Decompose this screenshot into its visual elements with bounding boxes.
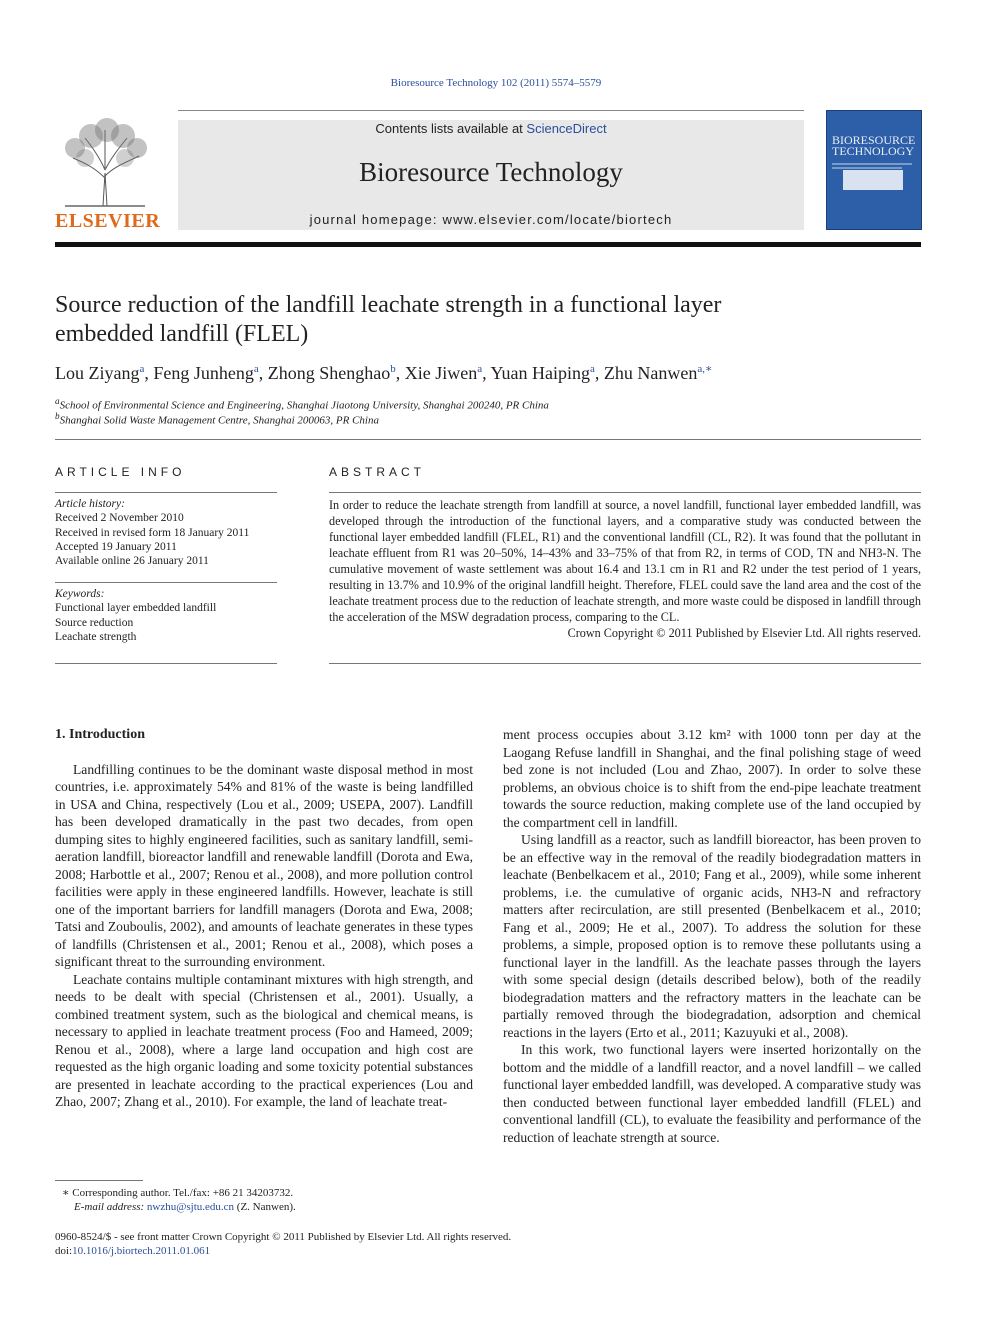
author: Yuan Haiping [490, 363, 590, 383]
author-affiliation-mark[interactable]: a [253, 363, 259, 375]
author-affiliation-mark[interactable]: a [589, 363, 595, 375]
footnote-corresponding: ∗ Corresponding author. Tel./fax: +86 21 34203732. [62, 1187, 294, 1199]
history-item: Received in revised form 18 January 2011 [55, 526, 250, 539]
doi-link[interactable]: 10.1016/j.biortech.2011.01.061 [72, 1245, 211, 1257]
abstract-body: In order to reduce the leachate strength from landfill at source, a novel landfill, functional layer embedded landfill, was developed through the introduction of the functional layers, and a comparative study was conducted between the functional layer embedded landfill (FLEL, R1) and the conventional landfill (CL, R2). It was found that the pollutant in leachate effluent from R1 was 20–50%, 14–43% and 33–75% of that from R2, in terms of COD, TN and NH3-N. The cumulative movement of waste settlement was about 16.4 and 13.1 cm in R1 and R2 under the test period of 1 years, resulting in 13.7% and 10.9% of the original landfill height. Therefore, FLEL could save the land area and the cost of the leachate treatment process due to the reduction of leachate strength, and more waste could be disposed in landfill through the acceleration of the MSW degradation process, comparing to the CL. [329, 498, 921, 624]
author: Feng Junheng [153, 363, 254, 383]
history-item: Available online 26 January 2011 [55, 555, 209, 568]
history-label: Article history: [55, 498, 125, 510]
keywords-label: Keywords: [55, 588, 105, 600]
body-right-column [503, 726, 921, 1146]
abstract-text [329, 497, 921, 641]
cover-image-panel [843, 170, 903, 190]
footnote-rule [55, 1180, 143, 1181]
header-top-rule [178, 110, 804, 111]
doi-line [55, 1245, 210, 1257]
paragraph: Using landfill as a reactor, such as landfill bioreactor, has been proven to be an effective way in the removal of the readily biodegradation matters in leachate (Benbelkacem et al., 2010; Fang et al., 2009), while some inherent problems, i.e. the cumulative of organic acids, NH3-N and refractory matters after recirculation, are still presented (Benbelkacem et al., 2010; Fang et al., 2009; He et al., 2007). To address the solution for these problems, a simple, proposed option is to remove these pollutants using a functional layer in the landfill. As the leachate passes through the layers with some special design (details described below), both of the readily biodegradation matters and the refractory matters in the leachate can be partially removed through the biodegradation, adsorption and chemical reactions in the layers (Erto et al., 2011; Kazuyuki et al., 2008). [503, 832, 921, 1040]
author-affiliation-mark[interactable]: b [390, 363, 396, 375]
contents-prefix: Contents lists available at [375, 121, 527, 136]
affiliation-text: Shanghai Solid Waste Management Centre, Shanghai 200063, PR China [59, 414, 379, 427]
history-item: Received 2 November 2010 [55, 512, 184, 525]
doi-prefix: doi: [55, 1245, 73, 1257]
cover-title [832, 135, 916, 157]
article-title-line-2: embedded landfill (FLEL) [55, 321, 309, 347]
header-thick-rule [55, 242, 921, 247]
contents-line [178, 121, 804, 136]
journal-homepage[interactable]: journal homepage: www.elsevier.com/locate/biortech [309, 212, 673, 227]
keyword: Functional layer embedded landfill [55, 602, 217, 615]
author-affiliation-mark[interactable]: a [477, 363, 483, 375]
paragraph: In this work, two functional layers were inserted horizontally on the bottom and the middle of a landfill reactor, and a novel landfill – we called functional layer embedded landfill, was developed. A comparative study was then conducted between functional layer embedded landfill (FLEL) and conventional landfill (CL), to evaluate the feasibility and performance of the reduction of leachate strength at source. [503, 1042, 921, 1145]
author-affiliation-mark[interactable]: a,∗ [697, 363, 713, 375]
author-affiliation-mark[interactable]: a [139, 363, 145, 375]
author: Zhu Nanwen [603, 363, 698, 383]
front-matter-line: 0960-8524/$ - see front matter Crown Copyright © 2011 Published by Elsevier Ltd. All rights reserved. [55, 1231, 512, 1243]
paragraph: Leachate contains multiple contaminant mixtures with high strength, and needs to be dealt with special (Christensen et al., 2001). Usually, a combined treatment system, such as the biological and chemical means, is necessary to applied in leachate treatment process (Foo and Hameed, 2009; Renou et al., 2008), where a large land occupation and high cost are requested as the high organic loading and some toxicity potential substances are presented in leachate according to the practical experiences (Lou and Zhao, 2007; Zhang et al., 2010). For example, the land of leachate treat- [55, 971, 473, 1109]
article-title [55, 291, 855, 349]
email-label: E-mail address: [74, 1201, 145, 1213]
article-history [55, 497, 277, 568]
footnote-email [74, 1201, 296, 1213]
paragraph: Landfilling continues to be the dominant waste disposal method in most countries, i.e. approximately 54% and 81% of the waste is being landfilled in USA and China, respectively (Lou et al., 2009; USEPA, 2007). Landfill has been developed dramatically in the past two decades, from open dumping sites to highly engineered facilities, such as sanitary landfill, semi-aeration landfill, bioreactor landfill and renewable landfill (Dorota and Ewa, 2008; Harbottle et al., 2007; Renou et al., 2008), and more pollution control facilities were apply in these engineered landfills. However, leachate is still one of the important barriers for landfill managers (Dorota and Ewa, 2008; Tatsi and Zouboulis, 2002), and amounts of leachate generates in these types of landfills (Christensen et al., 2001; Renou et al., 2008), which poses a significant threat to the surrounding environment. [55, 761, 473, 969]
article-info-rule [55, 492, 277, 493]
history-item: Accepted 19 January 2011 [55, 540, 177, 553]
elsevier-wordmark: ELSEVIER [55, 210, 161, 232]
article-title-line-1: Source reduction of the landfill leachate strength in a functional layer [55, 292, 722, 318]
author: Lou Ziyang [55, 363, 140, 383]
author: Zhong Shenghao [267, 363, 391, 383]
article-info-heading: ARTICLE INFO [55, 465, 186, 479]
sciencedirect-link[interactable]: ScienceDirect [526, 121, 607, 136]
author: Xie Jiwen [404, 363, 478, 383]
affiliation-b [55, 411, 379, 427]
journal-title: Bioresource Technology [359, 157, 623, 187]
email-suffix: (Z. Nanwen). [236, 1201, 296, 1213]
email-link[interactable]: nwzhu@sjtu.edu.cn [146, 1201, 235, 1213]
cover-title-line-1: BIORESOURCE [832, 133, 916, 147]
paragraph: ment process occupies about 3.12 km² with 1000 tonn per day at the Laogang Refuse landfill in Shanghai, and the final polishing stage of weed bed zone is not included (Lou and Zhao, 2007). In order to solve these problems, an obvious choice is to shift from the end-pipe leachate treatment towards the source reduction, making complete use of the land occupied by the compartment cell in landfill. [503, 727, 921, 830]
abstract-rule [329, 492, 921, 493]
section-heading: 1. Introduction [55, 727, 145, 742]
author-list: Lou Ziyang$^a$, Feng Junheng$^a$, Zhong Shenghao$^b$, Xie Jiwen$^a$, Yuan Haiping$^a$, Zhu Nanwen$^{a,∗}$ [55, 363, 713, 383]
cover-title-line-2: TECHNOLOGY [832, 144, 914, 158]
keywords [55, 587, 277, 644]
abstract-bottom-rule [329, 663, 921, 664]
article-info-bottom-rule [55, 663, 277, 664]
body-left-column [55, 726, 473, 1111]
affiliation-rule [55, 439, 921, 440]
abstract-heading: ABSTRACT [329, 465, 426, 479]
affiliation-a [55, 396, 549, 412]
cover-text-lines [832, 162, 916, 170]
journal-reference[interactable]: Bioresource Technology 102 (2011) 5574–5579 [390, 77, 602, 89]
keywords-rule [55, 582, 277, 583]
keyword: Leachate strength [55, 630, 137, 643]
keyword: Source reduction [55, 616, 134, 629]
affiliation-text: School of Environmental Science and Engineering, Shanghai Jiaotong University, Shanghai 200240, PR China [59, 399, 549, 412]
abstract-copyright: Crown Copyright © 2011 Published by Elsevier Ltd. All rights reserved. [567, 626, 921, 640]
affiliation-mark: a [55, 396, 60, 406]
affiliation-mark: b [55, 411, 60, 421]
